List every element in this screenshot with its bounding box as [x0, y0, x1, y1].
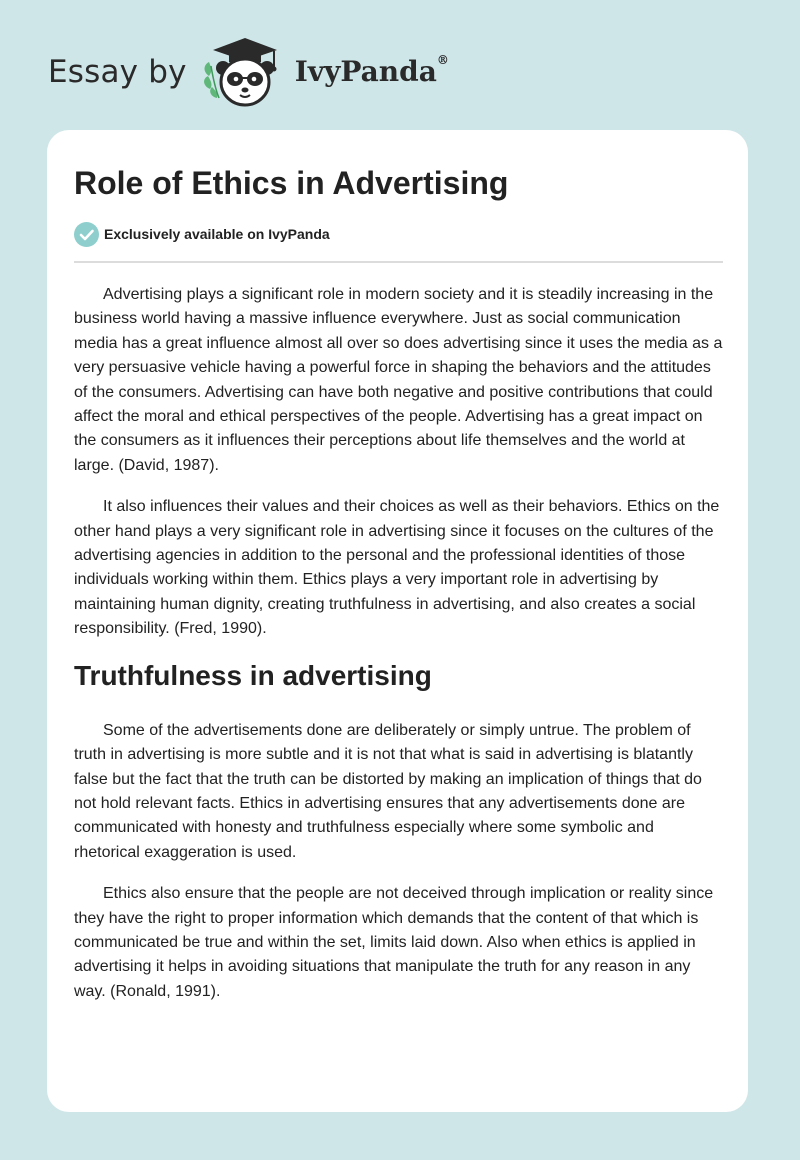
- page-title: Role of Ethics in Advertising: [74, 165, 509, 201]
- exclusive-badge: [74, 220, 723, 248]
- section-heading: Truthfulness in advertising: [74, 659, 432, 691]
- paragraph: Ethics also ensure that the people are not deceived through implication or reality since they have the right to proper information which demands that the content of that which is communicated be true and within the set, limits laid down. Also when ethics is applied in advertising it helps in avoiding situations that manipulate the truth for any reason in any way. (Ronald, 1991).: [74, 885, 714, 1000]
- divider: [74, 261, 723, 263]
- site-header: [48, 34, 449, 110]
- essay-card: [47, 130, 748, 1112]
- paragraph: It also influences their values and their choices as well as their behaviors. Ethics on the other hand plays a very significant role in advertising since it focuses on the cultures of the advertising agencies in addition to the personal and the professional identities of those individuals working within them. Ethics plays a very important role in advertising by maintaining human dignity, creating truthfulness in advertising, and also creates a social responsibility. (Fred, 1990).: [74, 498, 720, 638]
- essay-by-label: Essay by: [48, 53, 187, 90]
- brand-name[interactable]: IvyPanda®: [294, 53, 449, 88]
- paragraph: Advertising plays a significant role in modern society and it is steadily increasing in the business world having a massive influence everywhere. Just as social communication media has a great influence almost all over so does advertising since it uses the media as a very persuasive vehicle having a powerful force in shaping the behaviors and the attitudes of the consumers. Advertising can have both negative and positive contributions that could affect the moral and ethical perspectives of the people. Advertising has a great impact on the consumers as it influences their perceptions about life themselves and the world at large. (David, 1987).: [74, 286, 723, 474]
- exclusive-label: Exclusively available on IvyPanda: [104, 226, 330, 242]
- check-circle-icon: [74, 222, 99, 247]
- article-body: [74, 283, 723, 1004]
- panda-graduate-icon: [199, 34, 291, 110]
- paragraph: Some of the advertisements done are deliberately or simply untrue. The problem of truth in advertising is more subtle and it is not that what is said in advertising is blatantly false but the fact that the truth can be distorted by making an implication of things that do not hold relevant facts. Ethics in advertising ensures that any advertisements done are communicated with honesty and truthfulness especially where some symbolic and rhetorical exaggeration is used.: [74, 721, 702, 861]
